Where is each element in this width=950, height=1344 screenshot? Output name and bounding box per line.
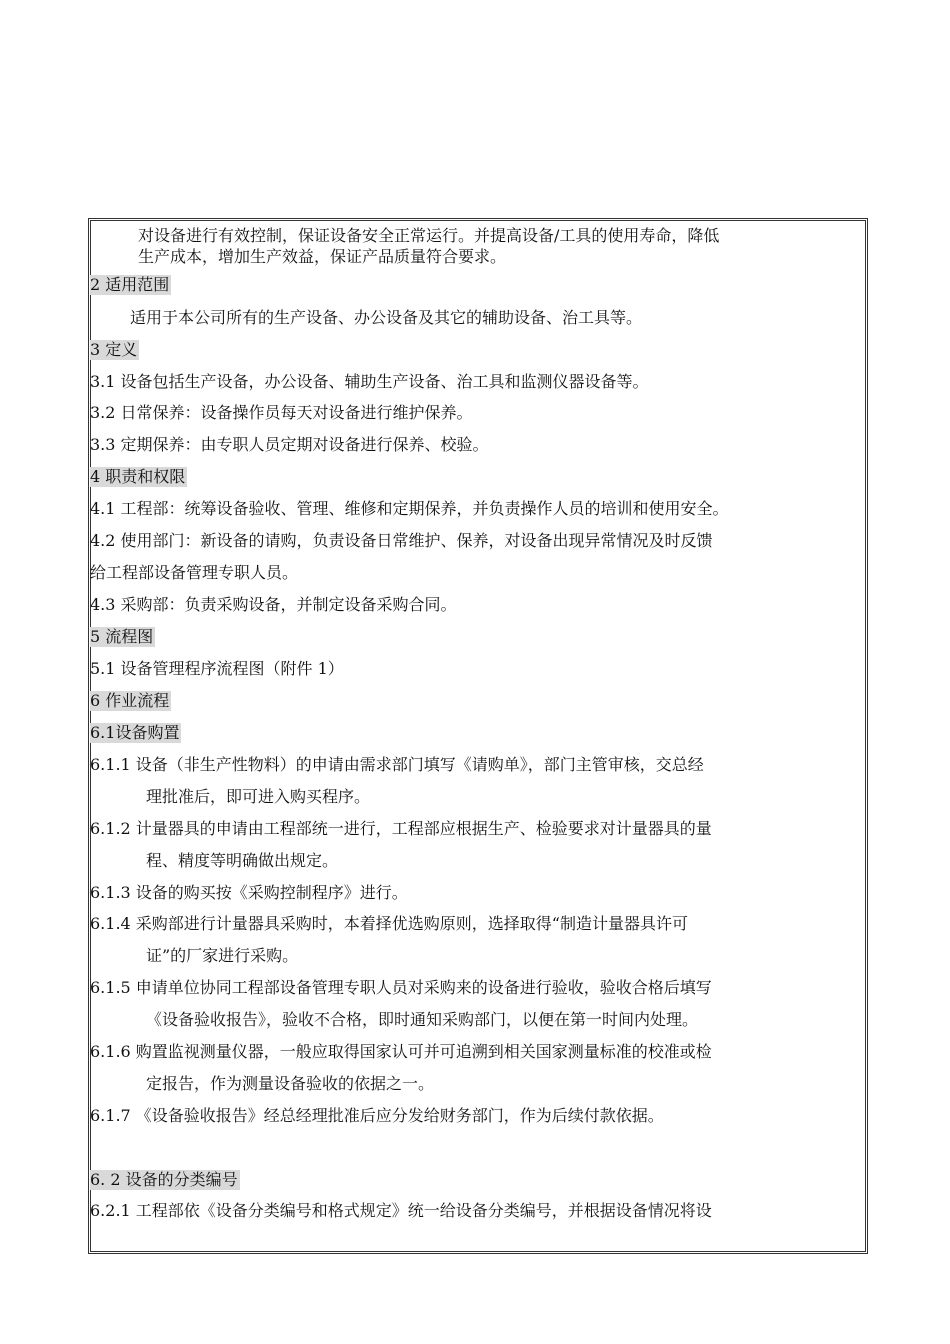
responsibility-item-4-1: 4.1 工程部：统筹设备验收、管理、维修和定期保养，并负责操作人员的培训和使用安全。 bbox=[90, 499, 729, 518]
subsection-heading-6-1 bbox=[90, 723, 181, 743]
item-6-2-1-line-1: 6.2.1 工程部依《设备分类编号和格式规定》统一给设备分类编号，并根据设备情况将设 bbox=[90, 1201, 712, 1220]
item-6-1-1-line-2: 理批准后，即可进入购买程序。 bbox=[146, 787, 371, 806]
intro-line-1: 对设备进行有效控制，保证设备安全正常运行。并提高设备/工具的使用寿命，降低 bbox=[138, 226, 720, 245]
subsection-heading-6-2 bbox=[90, 1170, 240, 1190]
responsibility-item-4-2-line-1: 4.2 使用部门：新设备的请购，负责设备日常维护、保养，对设备出现异常情况及时反馈 bbox=[90, 531, 713, 550]
item-6-1-5-line-2: 《设备验收报告》，验收不合格，即时通知采购部门，以便在第一时间内处理。 bbox=[146, 1010, 699, 1029]
heading-workflow-text: 6 作业流程 bbox=[90, 691, 170, 710]
heading-scope-text: 2 适用范围 bbox=[90, 275, 170, 294]
section-heading-workflow bbox=[90, 691, 171, 711]
heading-responsibilities-text: 4 职责和权限 bbox=[90, 467, 186, 486]
section-heading-definitions bbox=[90, 340, 139, 360]
section-heading-flowchart bbox=[90, 627, 155, 647]
item-6-1-7: 6.1.7 《设备验收报告》经总经理批准后应分发给财务部门，作为后续付款依据。 bbox=[90, 1106, 664, 1125]
subheading-6-2-text: 6. 2 设备的分类编号 bbox=[90, 1170, 238, 1189]
heading-definitions-text: 3 定义 bbox=[90, 340, 138, 359]
item-6-1-2-line-1: 6.1.2 计量器具的申请由工程部统一进行，工程部应根据生产、检验要求对计量器具的量 bbox=[90, 819, 712, 838]
heading-flowchart-text: 5 流程图 bbox=[90, 627, 154, 646]
flowchart-item-5-1: 5.1 设备管理程序流程图（附件 1） bbox=[90, 659, 344, 678]
definition-item-3-3: 3.3 定期保养：由专职人员定期对设备进行保养、校验。 bbox=[90, 435, 489, 454]
item-6-1-4-line-2: 证”的厂家进行采购。 bbox=[146, 946, 299, 965]
intro-line-2: 生产成本，增加生产效益，保证产品质量符合要求。 bbox=[138, 247, 507, 266]
responsibility-item-4-3: 4.3 采购部：负责采购设备，并制定设备采购合同。 bbox=[90, 595, 457, 614]
definition-item-3-1: 3.1 设备包括生产设备，办公设备、辅助生产设备、治工具和监测仪器设备等。 bbox=[90, 372, 649, 391]
scope-body: 适用于本公司所有的生产设备、办公设备及其它的辅助设备、治工具等。 bbox=[130, 308, 643, 327]
item-6-1-3: 6.1.3 设备的购买按《采购控制程序》进行。 bbox=[90, 883, 408, 902]
item-6-1-2-line-2: 程、精度等明确做出规定。 bbox=[146, 851, 339, 870]
section-heading-responsibilities bbox=[90, 467, 187, 487]
subheading-6-1-text: 6.1设备购置 bbox=[90, 723, 180, 742]
item-6-1-1-line-1: 6.1.1 设备（非生产性物料）的申请由需求部门填写《请购单》，部门主管审核，交总经 bbox=[90, 755, 704, 774]
item-6-1-6-line-2: 定报告，作为测量设备验收的依据之一。 bbox=[146, 1074, 435, 1093]
section-heading-scope bbox=[90, 275, 171, 295]
item-6-1-5-line-1: 6.1.5 申请单位协同工程部设备管理专职人员对采购来的设备进行验收，验收合格后填写 bbox=[90, 978, 712, 997]
item-6-1-4-line-1: 6.1.4 采购部进行计量器具采购时，本着择优选购原则，选择取得“制造计量器具许可 bbox=[90, 914, 688, 933]
definition-item-3-2: 3.2 日常保养：设备操作员每天对设备进行维护保养。 bbox=[90, 403, 473, 422]
responsibility-item-4-2-line-2: 给工程部设备管理专职人员。 bbox=[90, 563, 299, 582]
item-6-1-6-line-1: 6.1.6 购置监视测量仪器，一般应取得国家认可并可追溯到相关国家测量标准的校准或检 bbox=[90, 1042, 712, 1061]
